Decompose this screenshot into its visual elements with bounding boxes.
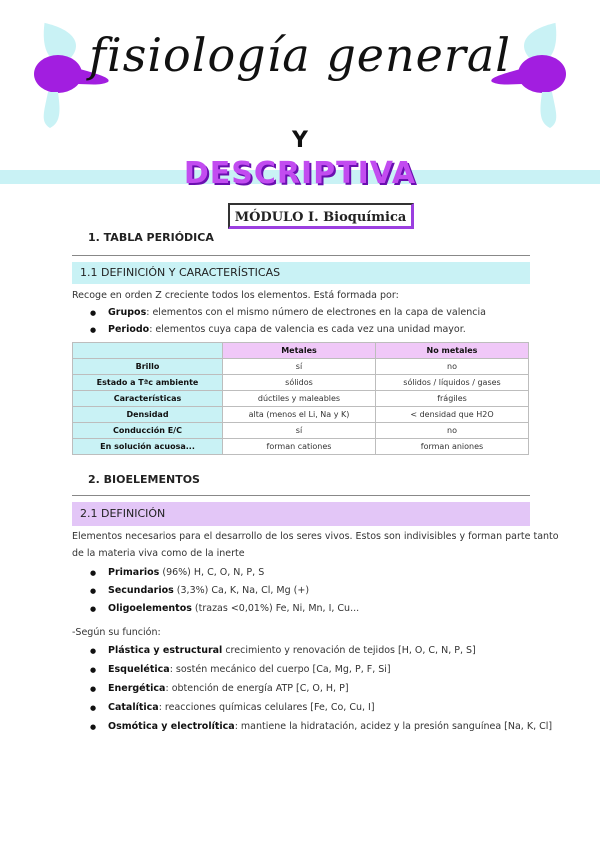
bullet-term: Esquelética bbox=[108, 664, 170, 675]
table-cell: sólidos / líquidos / gases bbox=[376, 375, 529, 391]
list-item bbox=[108, 683, 349, 694]
list-item bbox=[108, 307, 486, 318]
table-cell: sí bbox=[223, 359, 376, 375]
bullet-term: Primarios bbox=[108, 567, 160, 578]
list-item bbox=[108, 324, 466, 335]
bullet-text: : obtención de energía ATP [C, O, H, P] bbox=[165, 683, 349, 694]
bullet-text: (96%) H, C, O, N, P, S bbox=[159, 567, 265, 578]
table-cell: alta (menos el Li, Na y K) bbox=[223, 407, 376, 423]
bullet-text: : sostén mecánico del cuerpo [Ca, Mg, P, F, Si] bbox=[169, 664, 391, 675]
list-item bbox=[108, 664, 391, 675]
bullet-text: : elementos cuya capa de valencia es cada vez una unidad mayor. bbox=[149, 324, 466, 335]
title-conjunction: Y bbox=[292, 128, 308, 153]
section-2-1-subheading bbox=[72, 502, 530, 526]
section-2-intro-line-2: de la materia viva como de la inerte bbox=[72, 548, 245, 559]
row-header: Brillo bbox=[73, 359, 223, 375]
bullet-term: Plástica y estructural bbox=[108, 645, 223, 656]
list-item bbox=[108, 567, 264, 578]
section-2-intro-line-1: Elementos necesarios para el desarrollo de los seres vivos. Estos son indivisibles y forman parte tanto bbox=[72, 531, 559, 542]
list-item bbox=[108, 585, 309, 596]
section-1-intro: Recoge en orden Z creciente todos los elementos. Está formada por: bbox=[72, 290, 399, 301]
bullet-text: (3,3%) Ca, K, Na, Cl, Mg (+) bbox=[173, 585, 310, 596]
table-cell: < densidad que H2O bbox=[376, 407, 529, 423]
bullet-term: Oligoelementos bbox=[108, 603, 192, 614]
table-cell: no bbox=[376, 423, 529, 439]
row-header: En solución acuosa... bbox=[73, 439, 223, 455]
row-header: Características bbox=[73, 391, 223, 407]
subheading-text: 2.1 DEFINICIÓN bbox=[80, 507, 166, 520]
bullet-text: : elementos con el mismo número de electrones en la capa de valencia bbox=[146, 307, 486, 318]
bullet-text: (trazas <0,01%) Fe, Ni, Mn, I, Cu... bbox=[191, 603, 360, 614]
table-corner-cell bbox=[73, 343, 223, 359]
page-title: fisiología general bbox=[88, 28, 511, 82]
bullet-term: Secundarios bbox=[108, 585, 174, 596]
table-row bbox=[73, 439, 529, 455]
table-row bbox=[73, 359, 529, 375]
table-row bbox=[73, 407, 529, 423]
list-item bbox=[108, 702, 375, 713]
table-cell: no bbox=[376, 359, 529, 375]
bullet-text: : reacciones químicas celulares [Fe, Co, Cu, I] bbox=[158, 702, 375, 713]
row-header: Conducción E/C bbox=[73, 423, 223, 439]
bullet-term: Catalítica bbox=[108, 702, 159, 713]
table-row bbox=[73, 375, 529, 391]
section-1-heading: 1. TABLA PERIÓDICA bbox=[88, 231, 214, 244]
row-header: Densidad bbox=[73, 407, 223, 423]
table-cell: forman aniones bbox=[376, 439, 529, 455]
module-label: MÓDULO I. Bioquímica bbox=[228, 203, 414, 229]
table-row bbox=[73, 423, 529, 439]
table-cell: dúctiles y maleables bbox=[223, 391, 376, 407]
column-header: No metales bbox=[376, 343, 529, 359]
table-cell: forman cationes bbox=[223, 439, 376, 455]
bullet-text: crecimiento y renovación de tejidos [H, O, C, N, P, S] bbox=[222, 645, 476, 656]
table-cell: frágiles bbox=[376, 391, 529, 407]
list-item bbox=[108, 603, 359, 614]
bullet-term: Periodo bbox=[108, 324, 150, 335]
table-cell: sí bbox=[223, 423, 376, 439]
column-header: Metales bbox=[223, 343, 376, 359]
row-header: Estado a Tªc ambiente bbox=[73, 375, 223, 391]
bullet-term: Grupos bbox=[108, 307, 147, 318]
section-2-heading: 2. BIOELEMENTOS bbox=[88, 473, 200, 486]
metals-table bbox=[72, 342, 529, 455]
bullet-term: Osmótica y electrolítica bbox=[108, 721, 235, 732]
section-1-1-subheading bbox=[72, 262, 530, 284]
subheading-text: 1.1 DEFINICIÓN Y CARACTERÍSTICAS bbox=[80, 266, 281, 279]
list-item bbox=[108, 645, 476, 656]
divider bbox=[72, 255, 530, 256]
page-subtitle: DESCRIPTIVA bbox=[183, 156, 417, 191]
table-row bbox=[73, 391, 529, 407]
bullet-term: Energética bbox=[108, 683, 166, 694]
list-item bbox=[108, 721, 552, 732]
table-cell: sólidos bbox=[223, 375, 376, 391]
divider bbox=[72, 495, 530, 496]
table-header-row bbox=[73, 343, 529, 359]
bullet-text: : mantiene la hidratación, acidez y la presión sanguínea [Na, K, Cl] bbox=[234, 721, 553, 732]
function-label: -Según su función: bbox=[72, 627, 161, 638]
